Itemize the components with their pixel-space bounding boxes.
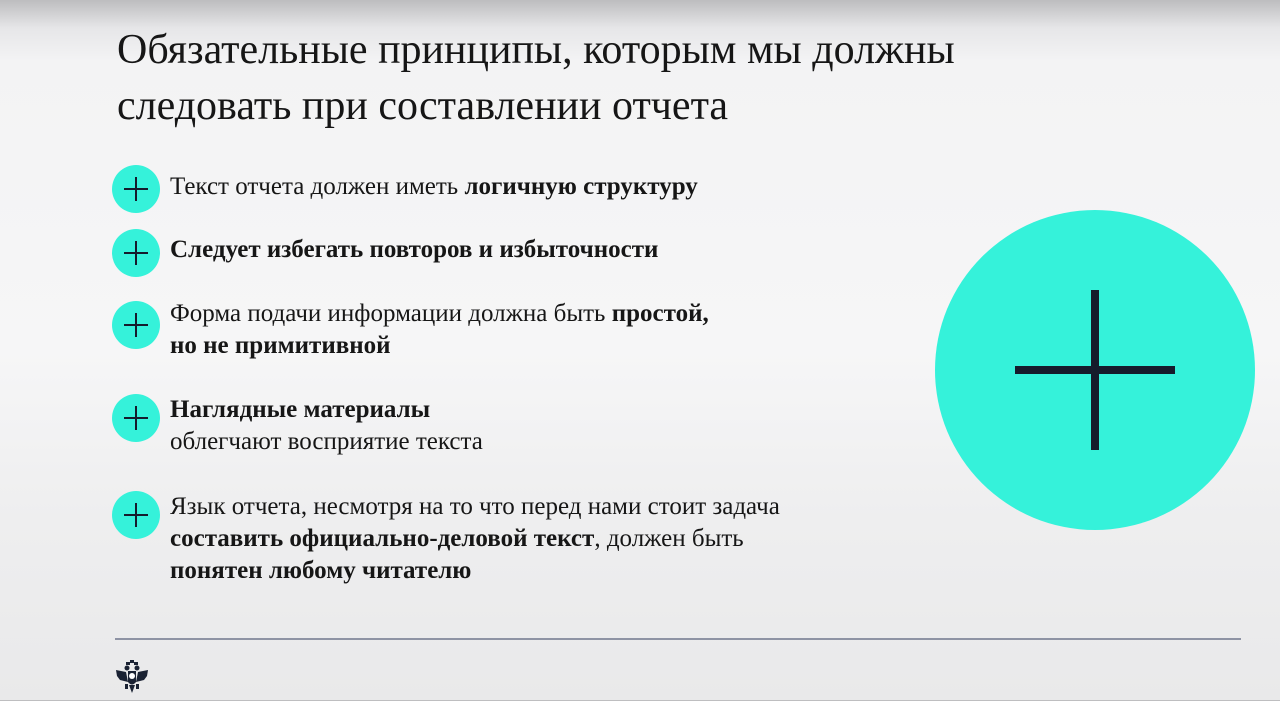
plus-circle-icon — [112, 301, 160, 349]
principle-text-1: Текст отчета должен иметь логичную структуру — [170, 173, 698, 200]
double-headed-eagle-emblem-icon — [114, 660, 150, 696]
slide-title-line1: Обязательные принципы, которым мы должны — [117, 27, 955, 73]
large-plus-horizontal-bar — [1015, 366, 1175, 374]
large-plus-circle-icon — [935, 210, 1255, 530]
footer-divider — [115, 638, 1241, 640]
principle-text-3: Форма подачи информации должна быть простой, но не примитивной — [170, 300, 709, 359]
principle-text-2: Следует избегать повторов и избыточности — [170, 236, 659, 263]
plus-circle-icon — [112, 165, 160, 213]
principle-text-4: Наглядные материалы облегчают восприятие текста — [170, 396, 483, 455]
slide-title — [117, 22, 1167, 134]
plus-circle-icon — [112, 229, 160, 277]
slide-title-line2: следовать при составлении отчета — [117, 83, 729, 129]
plus-circle-icon — [112, 491, 160, 539]
principle-text-5: Язык отчета, несмотря на то что перед нами стоит задача составить официально-деловой текст, должен быть понятен любому читателю — [170, 493, 780, 584]
plus-circle-icon — [112, 394, 160, 442]
